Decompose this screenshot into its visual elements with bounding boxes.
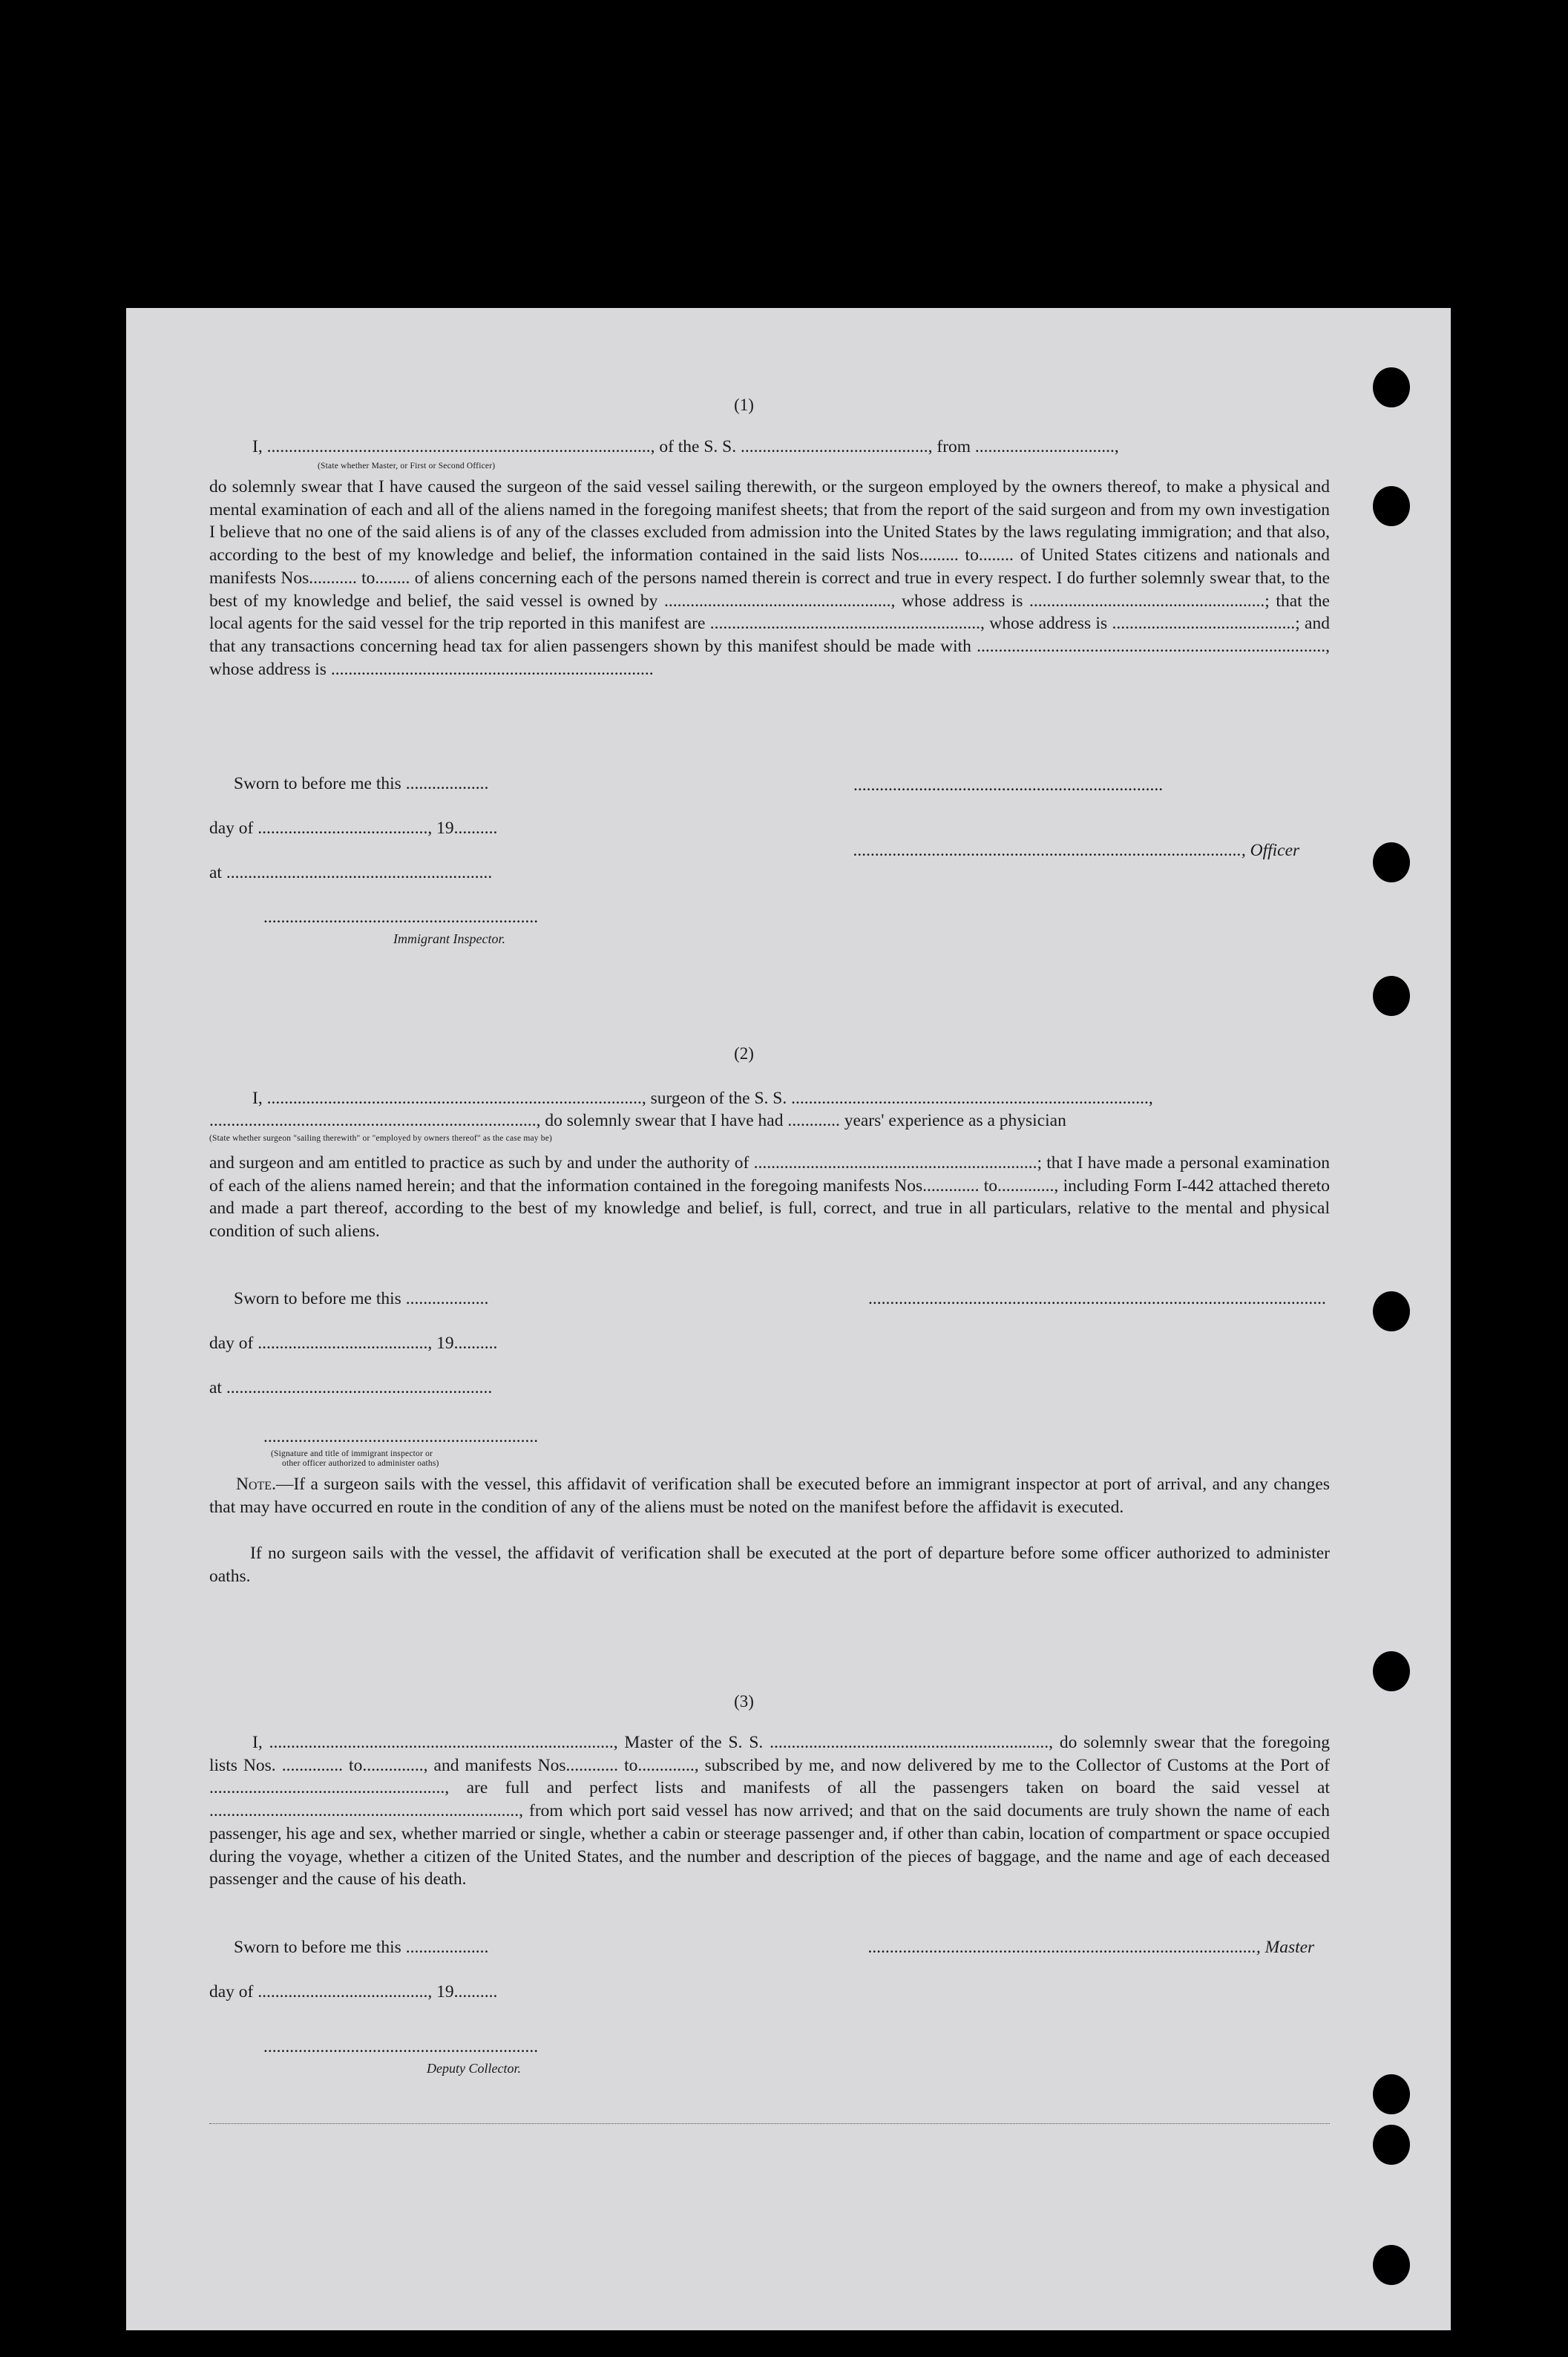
section-2-sworn: Sworn to before me this ................... bbox=[234, 1289, 489, 1308]
punch-hole bbox=[1373, 486, 1410, 526]
section-1-officer bbox=[853, 841, 1299, 861]
section-1-officer-text: ........................................................................................., Officer bbox=[853, 841, 1300, 860]
section-1-sworn: Sworn to before me this ................... bbox=[234, 774, 489, 793]
manifest-page bbox=[126, 308, 1451, 2330]
section-2-line1: I, ......................................................................................, surgeon of the S. S. .................................................................................., bbox=[252, 1089, 1153, 1108]
section-1-number: (1) bbox=[734, 396, 754, 414]
punch-hole bbox=[1373, 2245, 1410, 2285]
section-1-body: do solemnly swear that I have caused the surgeon of the said vessel sailing therewith, or the surgeon employed by the owners thereof, to make a physical and mental examination of each and all of the aliens named in the foregoing manifest sheets; that from the report of the said surgeon and from my own investigation I believe that no one of the said aliens is of any of the classes excluded from admission into the United States by the laws regulating immigration; and that also, according to the best of my knowledge and belief, the information contained in the said lists Nos......... to........ of United States citizens and nationals and manifests Nos........... to........ of aliens concerning each of the persons named therein is correct and true in every respect. I do further solemnly swear that, to the best of my knowledge and belief, the said vessel is owned by ...................................................., whose address is ......................................................; that the local agents for the said vessel for the trip reported in this manifest are .............................................................., whose address is ..........................................; and that any transactions concerning head tax for alien passengers shown by this manifest should be made with ................................................................................, whose address is .......................................................................... bbox=[209, 477, 1330, 679]
note-label: Note. bbox=[236, 1475, 276, 1494]
section-2-signature-right: ......................................................................................................... bbox=[868, 1289, 1326, 1308]
section-2-note bbox=[209, 1473, 1330, 1518]
section-2-day: day of ......................................., 19.......... bbox=[209, 1334, 498, 1353]
section-3-collector-label: Deputy Collector. bbox=[427, 2061, 521, 2076]
section-2-signature-caption-1: (Signature and title of immigrant inspector or bbox=[271, 1449, 433, 1458]
punch-hole bbox=[1373, 842, 1410, 882]
punch-hole bbox=[1373, 1651, 1410, 1691]
section-2-note-2: If no surgeon sails with the vessel, the affidavit of verification shall be executed at the port of departure before some officer authorized to administer oaths. bbox=[209, 1544, 1330, 1586]
punch-hole bbox=[1373, 1291, 1410, 1331]
section-2-at: at ............................................................. bbox=[209, 1378, 493, 1397]
section-3-master: ........................................................................................., Master bbox=[868, 1938, 1315, 1957]
punch-hole bbox=[1373, 2074, 1410, 2114]
section-1-inspector-line: ............................................................... bbox=[263, 908, 539, 927]
section-1-line1-caption: (State whether Master, or First or Second Officer) bbox=[318, 462, 496, 471]
section-1-officer-line: ....................................................................... bbox=[853, 776, 1164, 795]
note-text-1: —If a surgeon sails with the vessel, this affidavit of verification shall be executed before an immigrant inspector at port of arrival, and any changes that may have occurred en route in the condition of any of the aliens must be noted on the manifest before the affidavit is executed. bbox=[209, 1475, 1330, 1517]
punch-hole bbox=[1373, 2125, 1410, 2165]
section-2-line2-caption: (State whether surgeon "sailing therewith" or "employed by owners thereof" as the case may be) bbox=[209, 1134, 553, 1143]
section-3-day: day of ......................................., 19.......... bbox=[209, 1982, 498, 2002]
section-1-line1: I, ........................................................................................, of the S. S. ..........................................., from ................................, bbox=[252, 437, 1119, 456]
section-1-day: day of ......................................., 19.......... bbox=[209, 819, 498, 838]
section-3-collector-line: ............................................................... bbox=[263, 2037, 539, 2056]
section-2-signature-line: ............................................................... bbox=[263, 1427, 539, 1446]
section-2-number: (2) bbox=[734, 1044, 754, 1063]
section-3-body: I, ..............................................................................., Master of the S. S. ................................................................, do solemnly swear that the foregoing lists Nos. .............. to.............., and manifests Nos............ to............., subscribed by me, and now delivered by me to the Collector of Customs at the Port of ......................................................, are full and perfect lists and manifests of all the passengers taken on board the said vessel at ......................................................................., from which port said vessel has now arrived; and that on the said documents are truly shown the name of each passenger, his age and sex, whether married or single, whether a cabin or steerage passenger and, if other than cabin, location of compartment or space occupied during the voyage, whether a citizen of the United States, and the number and description of the pieces of baggage, and the name and age of each deceased passenger and the cause of his death. bbox=[209, 1733, 1330, 1889]
section-1-at: at ............................................................. bbox=[209, 863, 493, 882]
punch-hole bbox=[1373, 976, 1410, 1016]
section-1-inspector-label: Immigrant Inspector. bbox=[393, 931, 505, 946]
section-3-number: (3) bbox=[734, 1692, 754, 1711]
section-3-sworn: Sworn to before me this ................... bbox=[234, 1938, 489, 1957]
section-2-body: and surgeon and am entitled to practice as such by and under the authority of .................................................................; that I have made a personal examination of each of the aliens named herein; and that the information contained in the foregoing manifests Nos............. to............., including Form I-442 attached thereto and made a part thereof, according to the best of my knowledge and belief, is full, correct, and true in all particulars, relative to the mental and physical condition of such aliens. bbox=[209, 1153, 1330, 1242]
section-2-line2: ..........................................................................., do solemnly swear that I have had ............ years' experience as a physician bbox=[209, 1111, 1066, 1130]
section-2-signature-caption-2: other officer authorized to administer oaths) bbox=[282, 1459, 439, 1468]
bottom-rule bbox=[209, 2123, 1330, 2124]
